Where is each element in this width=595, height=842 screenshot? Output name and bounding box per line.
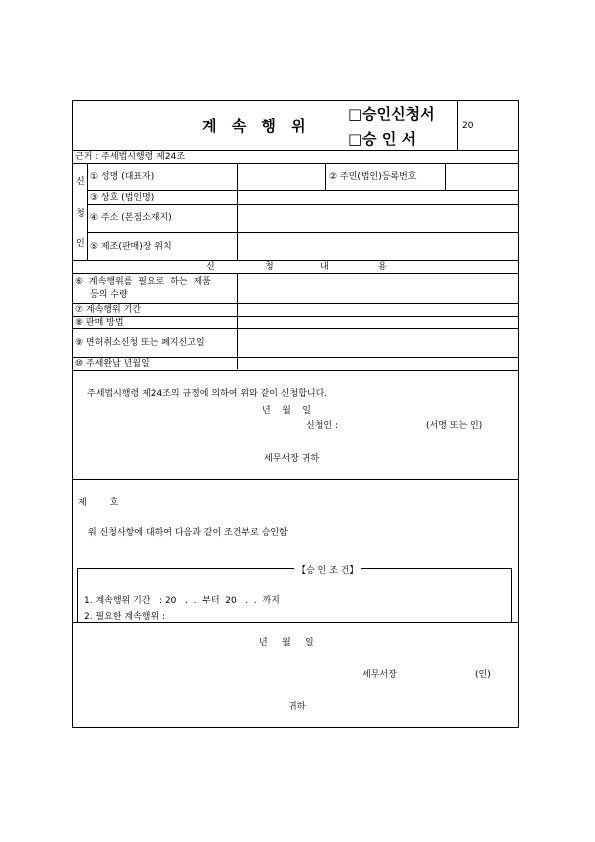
address-label: ④ 주소 (본점소재지) xyxy=(90,213,172,223)
request-header-char-3: 내 xyxy=(320,262,329,272)
item8-label: ⑧ 판매 방법 xyxy=(75,318,124,328)
declaration-recipient: 세무서장 귀하 xyxy=(264,454,320,464)
option-approval-checkbox[interactable]: □승 인 서 xyxy=(348,130,417,148)
condition-required-action: 2. 필요한 계속행위 : xyxy=(84,612,166,622)
applicant-signature-field[interactable] xyxy=(350,419,420,433)
item6-label-line2: 등의 수량 xyxy=(90,290,128,300)
item7-field[interactable] xyxy=(238,304,518,316)
approval-recipient: 귀하 xyxy=(288,702,306,712)
item10-field[interactable] xyxy=(238,358,518,369)
applicant-side-char-2: 청 xyxy=(76,209,85,219)
item10-label: ⑩ 주세완납 년월일 xyxy=(75,359,150,369)
request-header-char-1: 신 xyxy=(206,262,215,272)
applicant-signature-label: 신청인 : xyxy=(306,421,338,431)
declaration-date: 년 월 일 xyxy=(262,406,311,416)
basis-text: 근거 : 주세법시행령 제24조 xyxy=(75,152,186,162)
item7-label: ⑦ 계속행위 기간 xyxy=(75,305,141,315)
item9-label: ⑨ 면허취소신청 또는 폐지신고일 xyxy=(75,338,205,348)
declaration-statement: 주세법시행령 제24조의 규정에 의하여 위와 같이 신청합니다. xyxy=(87,389,328,399)
factory-location-label: ⑤ 제조(판매)장 위치 xyxy=(90,242,172,252)
form-title: 계 속 행 위 xyxy=(202,117,308,135)
approval-office: 세무서장 xyxy=(362,670,397,680)
item6-field[interactable] xyxy=(238,274,518,302)
option-application-checkbox[interactable]: □승인신청서 xyxy=(348,105,435,123)
trade-name-field[interactable] xyxy=(238,191,518,203)
name-label: ① 성명 (대표자) xyxy=(90,172,155,182)
conditions-title: 【승 인 조 건】 xyxy=(294,566,361,577)
item8-field[interactable] xyxy=(238,317,518,328)
applicant-side-char-3: 인 xyxy=(76,239,85,249)
item6-label-line1: ⑥ 계속행위를 필요로 하는 제품 xyxy=(75,277,211,287)
registration-number-label: ② 주민(법인)등록번호 xyxy=(329,172,417,182)
request-header-char-2: 청 xyxy=(265,262,274,272)
approval-number-label: 제 호 xyxy=(78,498,119,508)
address-field[interactable] xyxy=(238,205,518,231)
item9-field[interactable] xyxy=(238,329,518,356)
form-code: 20 xyxy=(462,121,474,131)
condition-period: 1. 계속행위 기간 : 20 . . 부터 20 . . 까지 xyxy=(84,596,280,606)
approval-statement: 위 신청사항에 대하여 다음과 같이 조건부로 승인함 xyxy=(88,528,288,538)
name-field[interactable] xyxy=(238,164,324,190)
registration-number-field[interactable] xyxy=(446,164,518,190)
request-header-char-4: 용 xyxy=(378,262,387,272)
applicant-side-char-1: 신 xyxy=(76,177,85,187)
factory-location-field[interactable] xyxy=(238,233,518,259)
trade-name-label: ③ 상호 (법인명) xyxy=(90,193,155,203)
approval-seal: (인) xyxy=(475,670,491,680)
sign-or-seal-label: (서명 또는 인) xyxy=(426,421,483,431)
approval-date: 년 월 일 xyxy=(259,638,314,648)
